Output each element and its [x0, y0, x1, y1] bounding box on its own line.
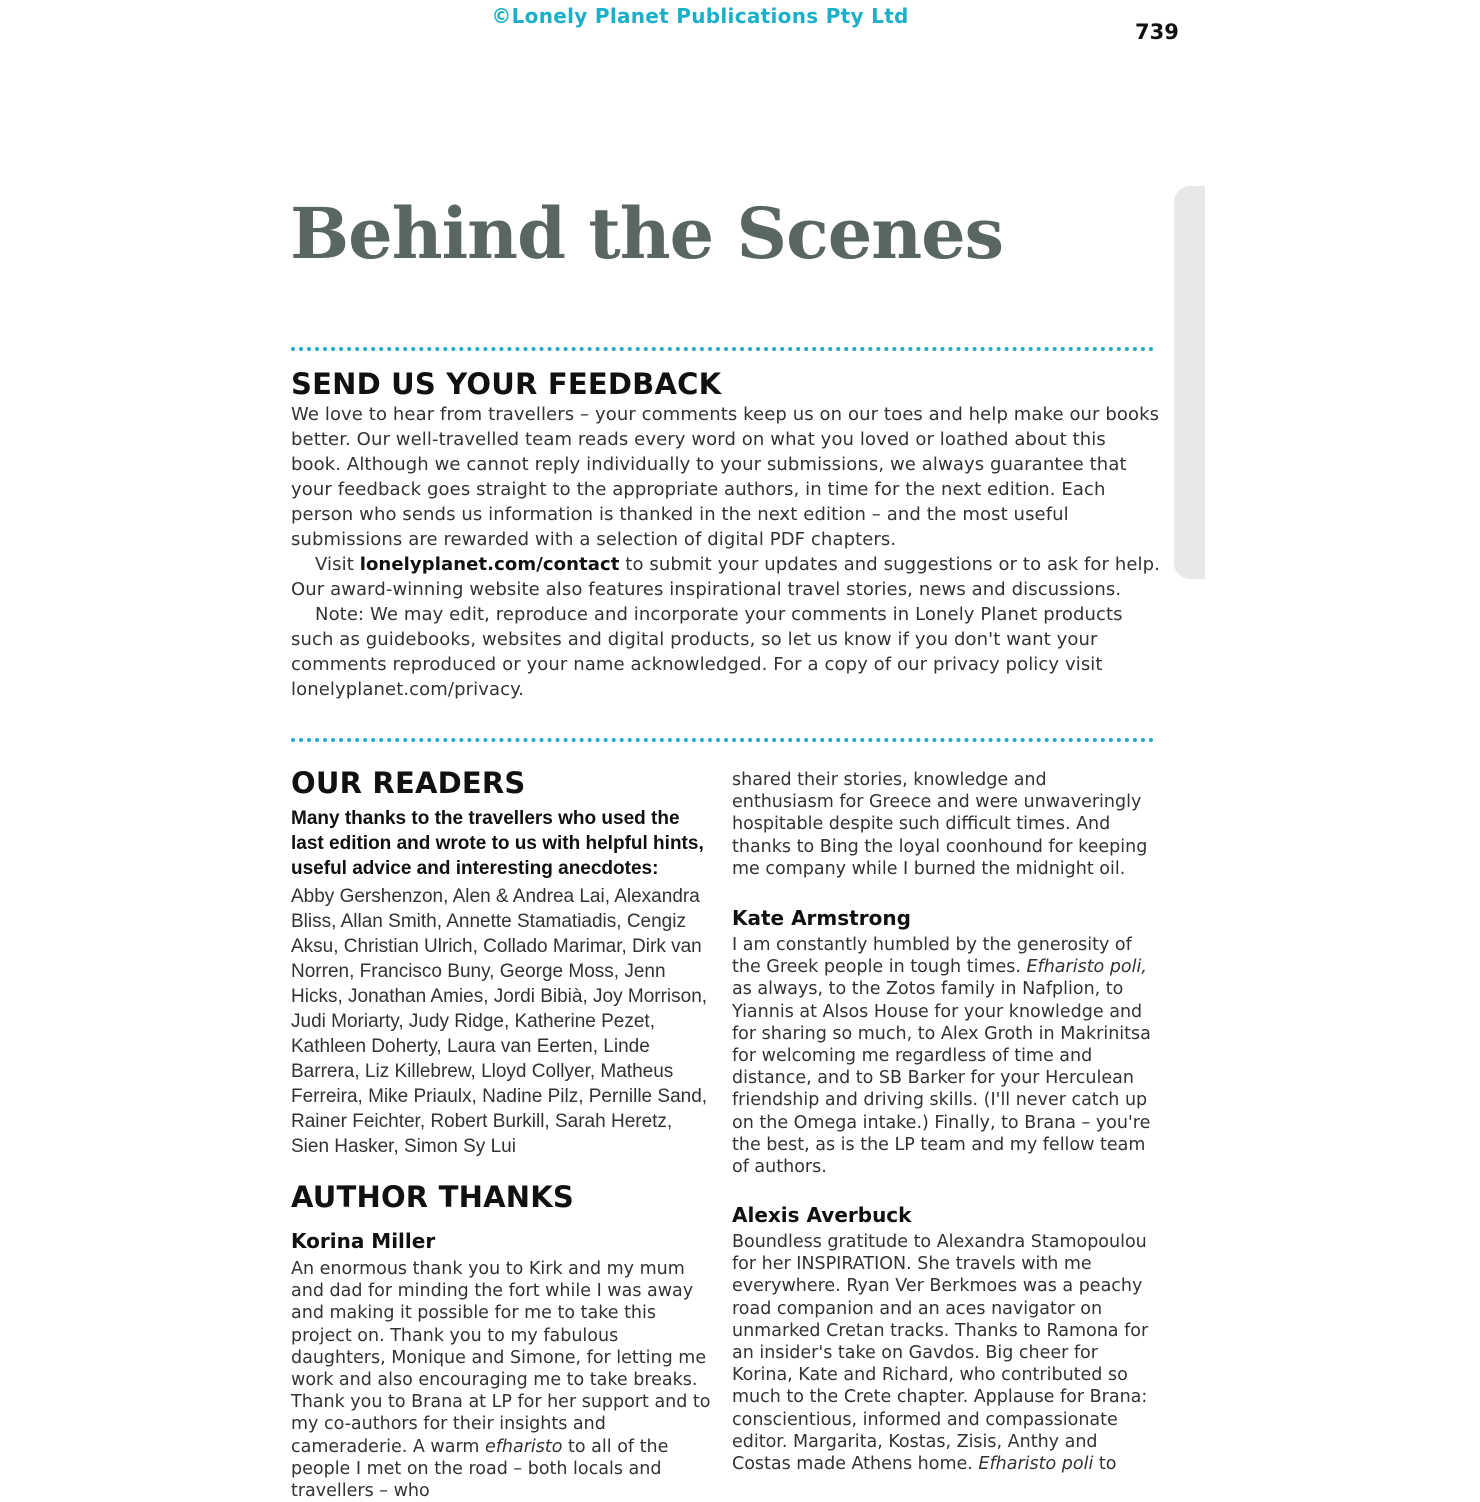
author-thanks-text: [291, 1258, 711, 1502]
author-thanks-heading: AUTHOR THANKS: [291, 1180, 574, 1214]
author-thanks-text: [732, 934, 1152, 1178]
page-number: 739: [1135, 20, 1179, 44]
author-text-italic: Efharisto poli: [978, 1454, 1094, 1475]
author-name: Korina Miller: [291, 1229, 436, 1253]
feedback-paragraph: Note: We may edit, reproduce and incorporate your comments in Lonely Planet products such as guidebooks, websites and digital products, so let us know if you don't want your comments reproduced or your name acknowledged. For a copy of our privacy policy visit lonelyplanet.com/privacy.: [291, 604, 1123, 700]
author-text: Boundless gratitude to Alexandra Stamopoulou for her INSPIRATION. She travels with me everywhere. Ryan Ver Berkmoes was a peachy road companion and an aces navigator on unmarked Cretan tracks. Thanks to Ramona for an insider's take on Gavdos. Big cheer for Korina, Kate and Richard, who contributed so much to the Crete chapter. Applause for Brana: conscientious, informed and compassionate editor. Margarita, Kostas, Zisis, Anthy and Costas made Athens home.: [732, 1232, 1149, 1475]
contact-link[interactable]: lonelyplanet.com/contact: [359, 554, 620, 575]
author-text: I am constantly humbled by the generosity of the Greek people in tough times.: [732, 935, 1132, 978]
author-text: as always, to the Zotos family in Nafplion, to Yiannis at Alsos House for your knowledge and for sharing so much, to Alex Groth in Makrinitsa for welcoming me regardless of time and distance, and to SB Barker for your Herculean friendship and driving skills. (I'll never catch up on the Omega intake.) Finally, to Brana – you're the best, as is the LP team and my fellow team of authors.: [732, 979, 1151, 1178]
author-paragraph: [291, 1258, 711, 1502]
author-text: to: [1093, 1454, 1117, 1475]
feedback-text: to submit your updates and suggestions or to ask for help. Our award-winning website also features inspirational travel stories, news and discussions.: [291, 554, 1160, 600]
readers-names: Abby Gershenzon, Alen & Andrea Lai, Alexandra Bliss, Allan Smith, Annette Stamatiadis, Cengiz Aksu, Christian Ulrich, Collado Marimar, Dirk van Norren, Francisco Buny, George Moss, Jenn Hicks, Jonathan Amies, Jordi Bibià, Joy Morrison, Judi Moriarty, Judy Ridge, Katherine Pezet, Kathleen Doherty, Laura van Eerten, Linde Barrera, Liz Killebrew, Lloyd Collyer, Matheus Ferreira, Mike Priaulx, Nadine Pilz, Pernille Sand, Rainer Feichter, Robert Burkill, Sarah Heretz, Sien Hasker, Simon Sy Lui: [291, 886, 708, 1157]
feedback-heading: SEND US YOUR FEEDBACK: [291, 367, 722, 401]
author-thanks-text: [732, 1231, 1152, 1475]
readers-intro: Many thanks to the travellers who used the last edition and wrote to us with helpful hints, useful advice and interesting anecdotes:: [291, 808, 704, 879]
feedback-text: Visit: [315, 554, 360, 575]
section-divider: [291, 347, 1154, 351]
author-paragraph: shared their stories, knowledge and enthusiasm for Greece and were unwaveringly hospitable despite such difficult times. And thanks to Bing the loyal coonhound for keeping me company while I burned the midnight oil.: [732, 770, 1148, 879]
chapter-side-tab: [1174, 186, 1205, 579]
author-text-italic: Efharisto poli,: [1026, 957, 1147, 978]
author-text-italic: efharisto: [484, 1436, 563, 1457]
section-divider: [291, 738, 1154, 742]
feedback-paragraph: We love to hear from travellers – your comments keep us on our toes and help make our books better. Our well-travelled team reads every word on what you loved or loathed about this book. Although we cannot reply individually to your submissions, we always guarantee that your feedback goes straight to the appropriate authors, in time for the next edition. Each person who sends us information is thanked in the next edition – and the most useful submissions are rewarded with a selection of digital PDF chapters.: [291, 404, 1160, 550]
feedback-body: [291, 402, 1161, 702]
author-paragraph: [732, 1231, 1152, 1475]
author-paragraph: [732, 934, 1152, 1178]
feedback-paragraph: [291, 552, 1161, 602]
author-text: to all of the people I met on the road – both locals and travellers – who: [291, 1436, 669, 1502]
page-title: Behind the Scenes: [290, 192, 1004, 275]
copyright-notice: ©Lonely Planet Publications Pty Ltd: [491, 4, 909, 28]
author-name: Kate Armstrong: [732, 906, 911, 930]
readers-heading: OUR READERS: [291, 766, 526, 800]
author-text: An enormous thank you to Kirk and my mum and dad for minding the fort while I was away and making it possible for me to take this project on. Thank you to my fabulous daughters, Monique and Simone, for letting me work and also encouraging me to take breaks. Thank you to Brana at LP for her support and to my co-authors for their insights and cameraderie. A warm: [291, 1259, 711, 1457]
author-thanks-text: [732, 769, 1152, 880]
author-name: Alexis Averbuck: [732, 1203, 912, 1227]
